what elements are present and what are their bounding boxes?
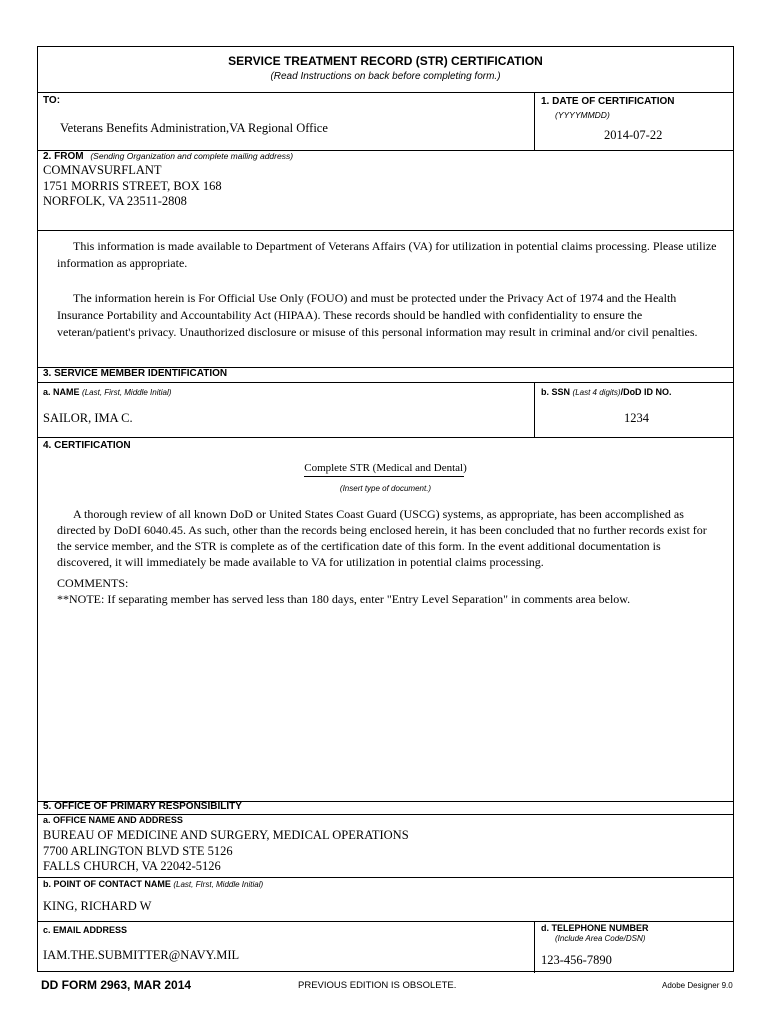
to-field[interactable]: Veterans Benefits Administration,VA Regional Office [60, 121, 328, 135]
divider [38, 437, 733, 438]
date-of-certification-label: 1. DATE OF CERTIFICATION [541, 96, 675, 107]
comments-area[interactable] [57, 609, 717, 797]
poc-hint: (Last, FIrst, Middle Initial) [173, 880, 264, 889]
phone-label: d. TELEPHONE NUMBER [541, 923, 649, 933]
date-of-certification-field[interactable]: 2014-07-22 [604, 128, 663, 142]
notice-paragraph: This information is made available to Department of Veterans Affairs (VA) for utilization in potential claims processing. Please utilize information as appropriate. [57, 239, 717, 270]
member-name-field[interactable]: SAILOR, IMA C. [43, 411, 133, 425]
from-address-line: NORFOLK, VA 23511-2808 [43, 194, 187, 208]
divider [534, 921, 535, 973]
office-section-label: 5. OFFICE OF PRIMARY RESPONSIBILITY [43, 801, 242, 812]
certification-section-label: 4. CERTIFICATION [43, 440, 131, 451]
name-label-row [43, 387, 171, 397]
email-label: c. EMAIL ADDRESS [43, 925, 128, 935]
dod-id-label: /DoD ID NO. [620, 387, 672, 397]
office-name-address-label: a. OFFICE NAME AND ADDRESS [43, 815, 183, 825]
document-type-field[interactable]: Complete STR (Medical and Dental) [304, 462, 467, 474]
divider [38, 92, 733, 93]
service-member-section-label: 3. SERVICE MEMBER IDENTIFICATION [43, 368, 228, 379]
divider [38, 877, 733, 878]
comments-label: COMMENTS: [57, 576, 129, 590]
email-field[interactable]: IAM.THE.SUBMITTER@NAVY.MIL [43, 948, 240, 962]
divider [38, 921, 733, 922]
divider [38, 230, 733, 231]
divider [534, 382, 535, 437]
divider [38, 382, 733, 383]
office-address-line: BUREAU OF MEDICINE AND SURGERY, MEDICAL OPERATIONS [43, 828, 409, 842]
poc-label-row [43, 879, 263, 889]
to-label: TO: [43, 95, 61, 106]
certification-body: A thorough review of all known DoD or United States Coast Guard (USCG) systems, as appropriate, has been accomplished as directed by DoDI 6040.45. As such, other than the records being enclosed herein, it has been concluded that no further records exist for the service member, and the STR is complete as of the certification date of this form. In the event additional documentation is discovered, it will immediately be made available to VA for utilization in potential claims processing. [57, 507, 707, 569]
office-address-field[interactable] [43, 828, 409, 875]
from-address-field[interactable] [43, 163, 222, 210]
document-type-hint: (Insert type of document.) [339, 484, 432, 493]
form-title: SERVICE TREATMENT RECORD (STR) CERTIFICATION [228, 54, 543, 68]
ssn-field[interactable]: 1234 [624, 411, 649, 425]
ssn-label: b. SSN [541, 387, 571, 397]
document-type-underline [304, 476, 464, 477]
from-address-line: 1751 MORRIS STREET, BOX 168 [43, 178, 222, 193]
office-address-line: 7700 ARLINGTON BLVD STE 5126 [43, 843, 233, 858]
poc-name-field[interactable]: KING, RICHARD W [43, 899, 152, 913]
date-format-hint: (YYYYMMDD) [555, 110, 610, 120]
form-subtitle: (Read Instructions on back before completing form.) [270, 71, 501, 82]
privacy-notice-paragraph: The information herein is For Official Use Only (FOUO) and must be protected under the Privacy Act of 1974 and the Health Insurance Portability and Accountability Act (HIPAA). These records should be handled with confidentiality to ensure the veteran/patient's privacy. Unauthorized disclosure or misuse of this personal information may result in criminal and/or civil penalties. [57, 291, 698, 339]
ssn-hint: (Last 4 digits) [572, 388, 621, 397]
edition-notice: PREVIOUS EDITION IS OBSOLETE. [298, 980, 457, 991]
name-label: a. NAME [43, 387, 80, 397]
str-certification-form [37, 46, 734, 972]
divider [534, 92, 535, 150]
from-label: 2. FROM [43, 151, 84, 162]
separation-note: **NOTE: If separating member has served less than 180 days, enter "Entry Level Separation" in comments area below. [57, 592, 631, 606]
designer-note: Adobe Designer 9.0 [662, 981, 733, 990]
phone-hint: (Include Area Code/DSN) [555, 934, 646, 943]
name-hint: (Last, First, Middle Initial) [82, 388, 172, 397]
from-address-line: COMNAVSURFLANT [43, 163, 162, 177]
ssn-label-row [541, 387, 672, 397]
from-hint: (Sending Organization and complete mailing address) [90, 151, 294, 161]
office-address-line: FALLS CHURCH, VA 22042-5126 [43, 859, 221, 873]
form-id: DD FORM 2963, MAR 2014 [41, 978, 192, 992]
from-label-row [43, 151, 293, 162]
phone-field[interactable]: 123-456-7890 [541, 953, 612, 967]
poc-label: b. POINT OF CONTACT NAME [43, 879, 171, 889]
